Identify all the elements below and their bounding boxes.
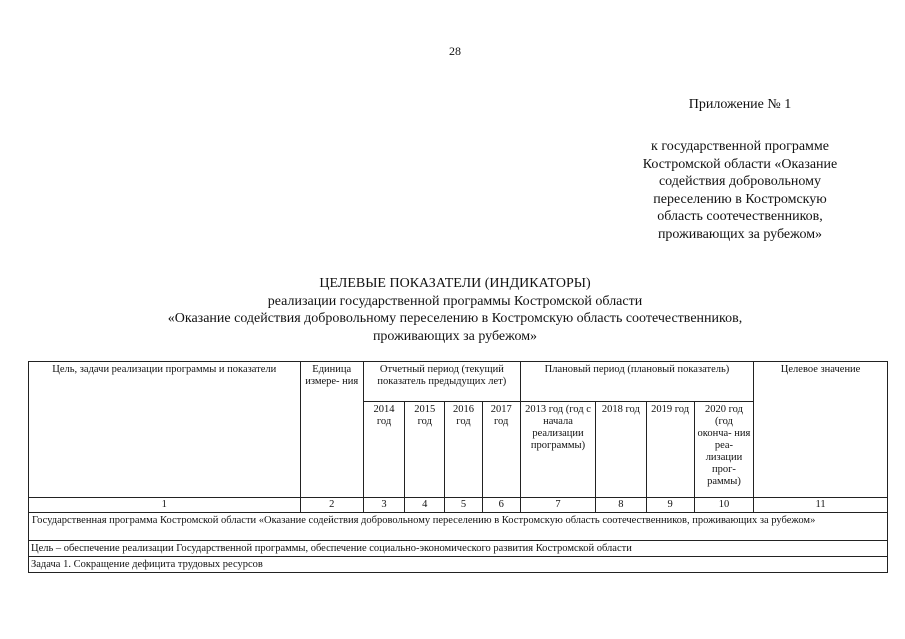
- appendix-line: переселению в Костромскую: [653, 191, 827, 207]
- appendix-subtitle: [620, 138, 860, 243]
- col-number: 7: [520, 498, 595, 513]
- col-number: 11: [754, 498, 888, 513]
- col-number: 1: [29, 498, 301, 513]
- header-goal-col: Цель, задачи реализации программы и показатели: [29, 362, 301, 498]
- header-year-2014: 2014 год: [363, 402, 404, 498]
- goal-row-text: Цель – обеспечение реализации Государственной программы, обеспечение социально-экономического развития Костромской области: [29, 541, 888, 557]
- column-numbers-row: [29, 498, 888, 513]
- col-number: 6: [482, 498, 520, 513]
- header-year-2018: 2018 год: [596, 402, 646, 498]
- header-plan-period: Плановый период (плановый показатель): [520, 362, 753, 402]
- task-row: [29, 557, 888, 573]
- header-report-period: Отчетный период (текущий показатель предыдущих лет): [363, 362, 520, 402]
- col-number: 5: [445, 498, 482, 513]
- appendix-line: Костромской области «Оказание: [642, 156, 838, 172]
- col-number: 4: [405, 498, 445, 513]
- col-number: 3: [363, 498, 404, 513]
- title-line: проживающих за рубежом»: [372, 328, 538, 344]
- col-number: 10: [694, 498, 753, 513]
- goal-row: [29, 541, 888, 557]
- appendix-line: проживающих за рубежом»: [657, 226, 823, 242]
- title-line: реализации государственной программы Костромской области: [267, 293, 643, 309]
- header-row-1: [29, 362, 888, 402]
- header-unit-col: Единица измере- ния: [300, 362, 363, 498]
- program-row-text: Государственная программа Костромской области «Оказание содействия добровольному переселению в Костромскую область соотечественников, проживающих за рубежом»: [29, 513, 888, 541]
- header-target-value: Целевое значение: [754, 362, 888, 498]
- header-year-2020: 2020 год (год оконча- ния реа- лизации прог- раммы): [694, 402, 753, 498]
- header-year-2013: 2013 год (год с начала реализации программы): [520, 402, 595, 498]
- col-number: 9: [646, 498, 694, 513]
- appendix-line: содействия добровольному: [658, 174, 822, 189]
- appendix-line: область соотечественников,: [657, 209, 823, 224]
- task-row-text: Задача 1. Сокращение дефицита трудовых ресурсов: [29, 557, 888, 573]
- indicators-table: [28, 361, 888, 573]
- col-number: 8: [596, 498, 646, 513]
- appendix-title: Приложение № 1: [688, 97, 792, 112]
- header-year-2016: 2016 год: [445, 402, 482, 498]
- col-number: 2: [300, 498, 363, 513]
- document-title: [100, 275, 810, 345]
- title-line: «Оказание содействия добровольному переселению в Костромскую область соотечественников,: [167, 311, 743, 326]
- header-year-2015: 2015 год: [405, 402, 445, 498]
- title-line: ЦЕЛЕВЫЕ ПОКАЗАТЕЛИ (ИНДИКАТОРЫ): [319, 276, 591, 291]
- appendix-line: к государственной программе: [651, 139, 829, 154]
- page-number: 28: [449, 44, 461, 58]
- header-year-2017: 2017 год: [482, 402, 520, 498]
- header-year-2019: 2019 год: [646, 402, 694, 498]
- program-row: [29, 513, 888, 541]
